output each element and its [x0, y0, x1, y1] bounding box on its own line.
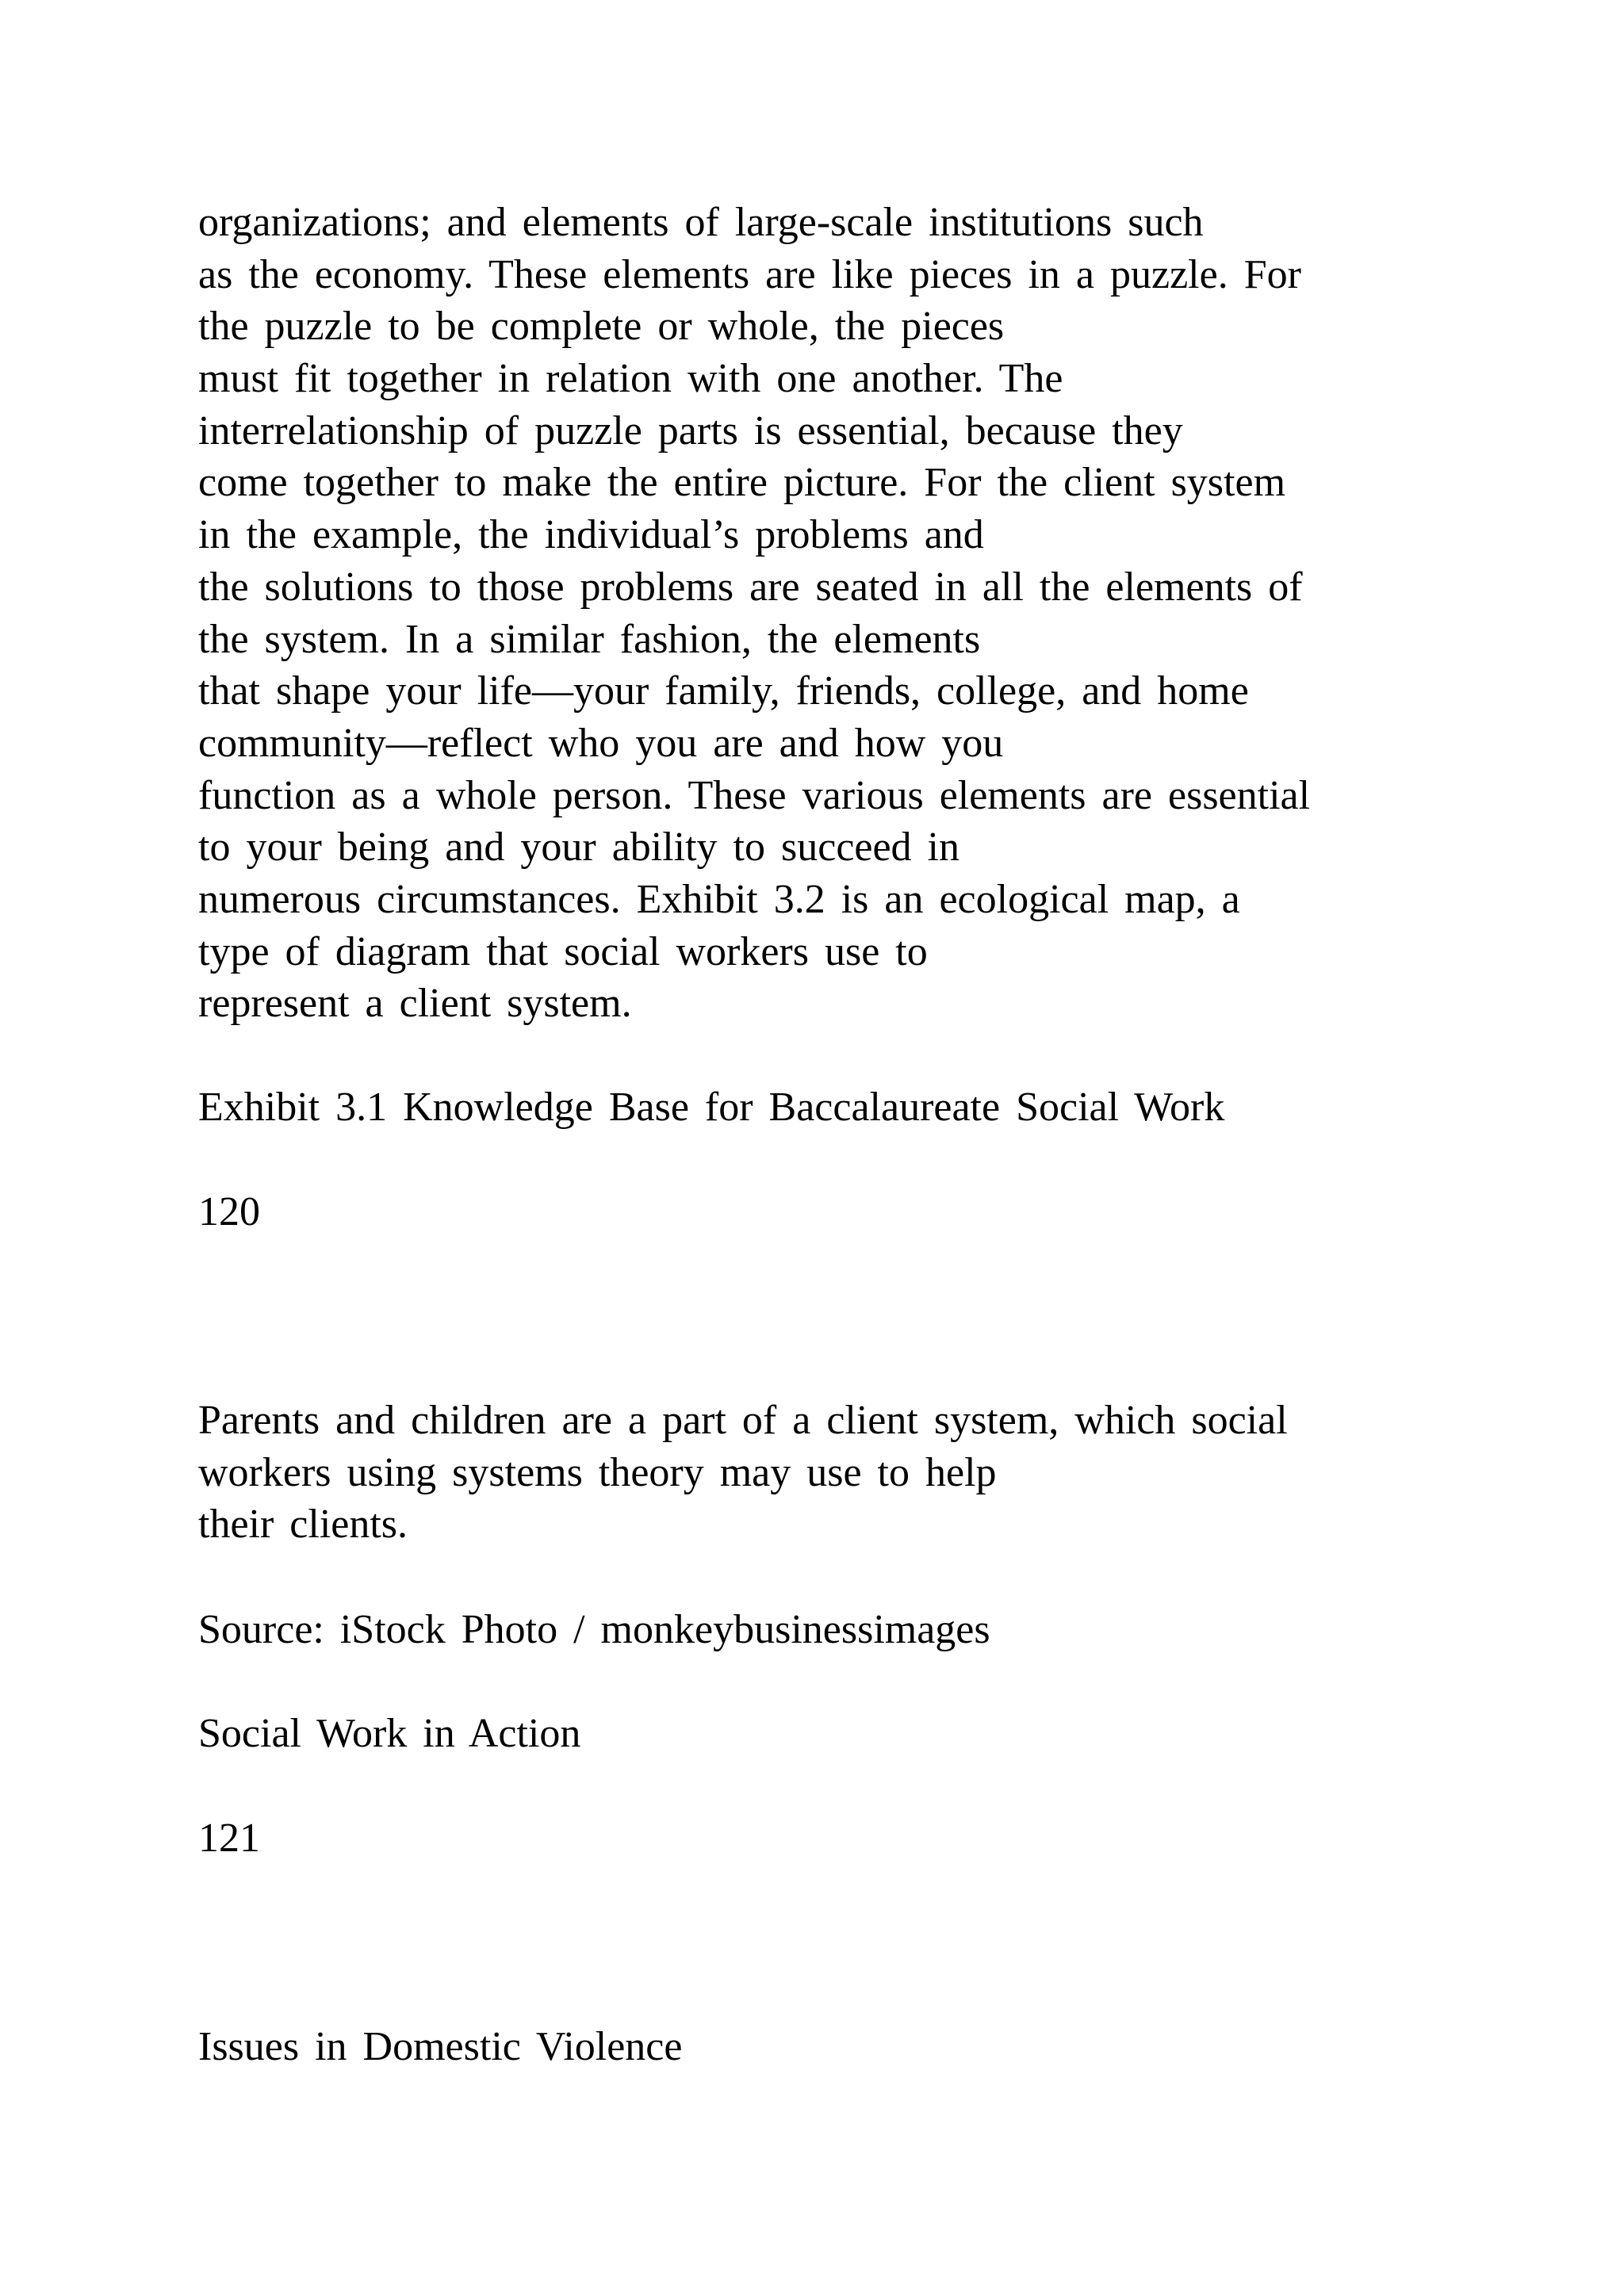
text-line: the solutions to those problems are seated in all the elements of [198, 564, 1303, 610]
text-line: their clients. [198, 1502, 408, 1548]
text-line: in the example, the individual’s problems and [198, 512, 984, 558]
exhibit-caption [198, 1081, 1618, 1134]
page-number [198, 1812, 1618, 1865]
photo-source [198, 1604, 1618, 1656]
text-line: community—reflect who you are and how you [198, 720, 1004, 766]
text-line: function as a whole person. These various elements are essential [198, 772, 1311, 818]
text-line: Exhibit 3.1 Knowledge Base for Baccalaureate Social Work [198, 1085, 1225, 1130]
text-line: must fit together in relation with one another. The [198, 356, 1063, 402]
text-line: represent a client system. [198, 981, 632, 1027]
text-line: to your being and your ability to succeed in [198, 825, 960, 871]
page-number [198, 1186, 1618, 1238]
text-line: workers using systems theory may use to help [198, 1449, 997, 1495]
body-paragraph [198, 197, 1618, 1030]
section-title [198, 2021, 1618, 2073]
text-line: the puzzle to be complete or whole, the pieces [198, 304, 1005, 350]
text-line: 121 [198, 1816, 260, 1861]
text-line: type of diagram that social workers use to [198, 928, 928, 974]
text-line: interrelationship of puzzle parts is essential, because they [198, 408, 1183, 453]
text-line: the system. In a similar fashion, the elements [198, 616, 981, 662]
text-line: organizations; and elements of large-scale institutions such [198, 200, 1204, 245]
text-line: Parents and children are a part of a client system, which social [198, 1398, 1288, 1443]
photo-caption [198, 1395, 1618, 1551]
text-line: that shape your life—your family, friends, college, and home [198, 668, 1249, 714]
text-line: come together to make the entire picture. For the client system [198, 460, 1286, 506]
running-header [198, 1708, 1618, 1760]
text-line: 120 [198, 1189, 260, 1234]
text-line: as the economy. These elements are like pieces in a puzzle. For [198, 251, 1301, 297]
text-line: Source: iStock Photo / monkeybusinessimages [198, 1607, 990, 1652]
text-line: numerous circumstances. Exhibit 3.2 is an ecological map, a [198, 876, 1240, 922]
text-line: Social Work in Action [198, 1711, 581, 1756]
text-line: Issues in Domestic Violence [198, 2024, 683, 2069]
